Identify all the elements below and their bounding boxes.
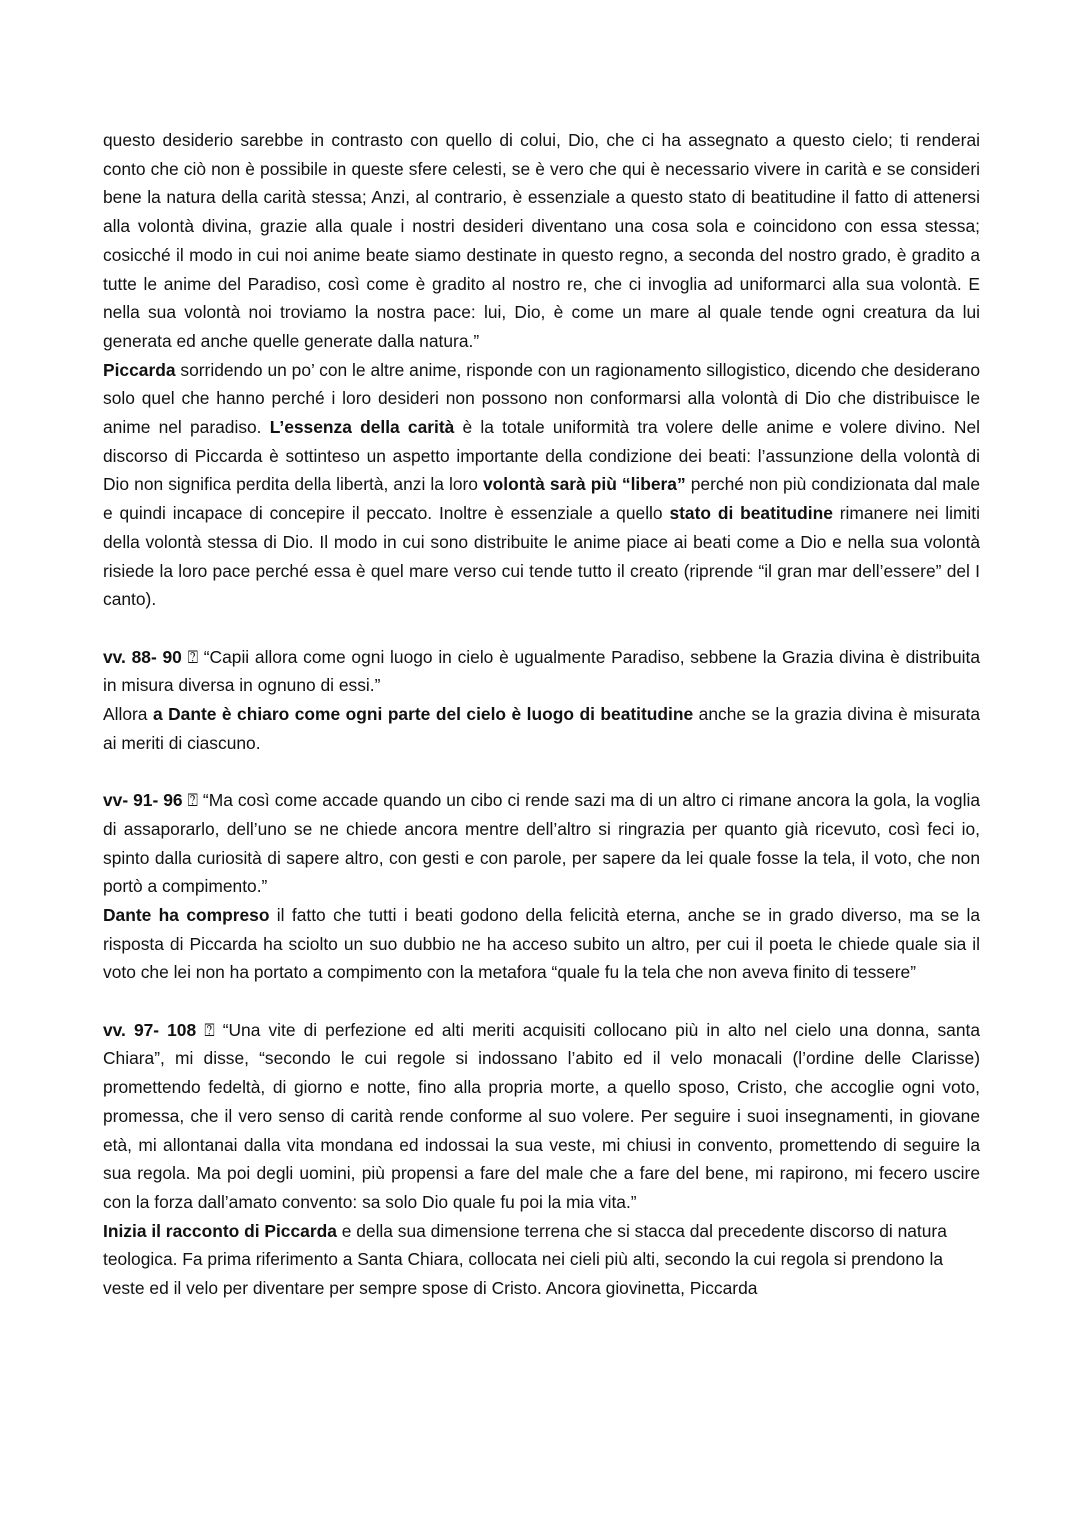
paragraph [103,356,980,614]
paragraph [103,643,980,700]
text-run: il fatto che tutti i beati godono della felicità eterna, anche se in grado diverso, ma se la risposta di Piccarda ha sciolto un suo dubbio ne ha acceso subito un altro, per cui il poeta le chiede quale sia il voto che lei non ha portato a compimento con la metafora “quale fu la tela che non aveva finito di tessere” [103,904,981,983]
bold-text: vv. 97- 108 [103,1019,197,1040]
paragraph [103,1217,980,1303]
paragraph [103,901,980,987]
bold-text: Inizia il racconto di Piccarda [103,1220,337,1241]
text-run: rimanere nei limiti della volontà stessa di Dio. Il modo in cui sono distribuite le anime piace ai beati come a Dio e nella sua volontà risiede la loro pace perché essa è quel mare verso cui tende tutto il creato (riprende “il gran mar dell’essere” del I canto). [103,503,980,610]
bold-text: a Dante è chiaro come ogni parte del cielo è luogo di beatitudine [152,704,694,725]
text-run: è la totale uniformità tra volere delle anime e volere divino. Nel discorso di Piccarda è sottinteso un aspetto importante della condizione dei beati: l’assunzione della volontà di Dio non significa perdita della libertà, anzi la loro [103,417,980,495]
document-page [103,126,980,1303]
paragraph [103,126,980,356]
paragraph-gap [103,614,980,643]
bold-text: vv- 91- 96 [103,790,183,811]
bold-text: vv. 88- 90 [103,646,182,667]
text-run: Allora [103,704,153,725]
bold-text: stato di beatitudine [669,503,833,524]
bold-text: Dante ha compreso [103,904,270,925]
text-run: ⍰ “Una vite di perfezione ed alti meriti acquisiti collocano più in alto nel cielo una donna, santa Chiara”, mi disse, “secondo le cui regole si indossano l’abito ed il velo monacali (l’ordine delle Clarisse) promettendo fedeltà, di giorno e notte, fino alla propria morte, a quello sposo, Cristo, che accoglie ogni voto, promessa, che il vero senso di carità rende conforme al suo volere. Per seguire i suoi insegnamenti, in giovane età, mi allontanai dalla vita mondana ed indossai la sua veste, mi chiusi in convento, promettendo di seguire la sua regola. Ma poi degli uomini, più propensi a fare del male che a fare del bene, mi rapirono, mi fecero uscire con la forza dall’amato convento: sa solo Dio quale fu poi la mia vita.” [103,1019,980,1212]
text-run: anche se la grazia divina è misurata ai meriti di ciascuno. [103,704,980,753]
text-run: questo desiderio sarebbe in contrasto con quello di colui, Dio, che ci ha assegnato a questo cielo; ti renderai conto che ciò non è possibile in queste sfere celesti, se è vero che qui è necessario vivere in carità e se consideri bene la natura della carità stessa; Anzi, al contrario, è essenziale a questo stato di beatitudine il fatto di attenersi alla volontà divina, grazie alla quale i nostri desideri diventano una cosa sola e coincidono con essa stessa; cosicché il modo in cui noi anime beate siamo destinate in questo regno, a seconda del nostro grado, è gradito a tutte le anime del Paradiso, così come è gradito al nostro re, che ci invoglia ad uniformarci alla sua volontà. E nella sua volontà noi troviamo la nostra pace: lui, Dio, è come un mare al quale tende ogni creatura da lui generata ed anche quelle generate dalla natura.” [103,130,980,351]
paragraph [103,700,980,757]
text-run: ⍰ “Capii allora come ogni luogo in cielo è ugualmente Paradiso, sebbene la Grazia divina è distribuita in misura diversa in ognuno di essi.” [103,646,980,696]
text-run: sorridendo un po’ con le altre anime, risponde con un ragionamento sillogistico, dicendo che desiderano solo quel che hanno perché i loro desideri non possono non conformarsi alla volontà di Dio che distribuisce le anime nel paradiso. [103,359,980,438]
bold-text: Piccarda [103,359,176,380]
bold-text: volontà sarà più “libera” [483,474,686,495]
text-run: ⍰ “Ma così come accade quando un cibo ci rende sazi ma di un altro ci rimane ancora la gola, la voglia di assaporarlo, dell’uno se ne chiede ancora mentre dell’altro si ringrazia per quanto già ricevuto, così feci io, spinto dalla curiosità di sapere altro, con gesti e con parole, per sapere da lei quale fosse la tela, il voto, che non portò a compimento.” [103,790,980,897]
paragraph [103,786,980,901]
text-run: perché non più condizionata dal male e quindi incapace di concepire il peccato. Inoltre è essenziale a quello [103,474,980,524]
text-run: e della sua dimensione terrena che si stacca dal precedente discorso di natura teologica. Fa prima riferimento a Santa Chiara, collocata nei cieli più alti, secondo la cui regola si prendono la veste ed il velo per diventare per sempre spose di Cristo. Ancora giovinetta, Piccarda [103,1220,947,1299]
paragraph-gap [103,757,980,786]
paragraph-gap [103,987,980,1016]
paragraph [103,1016,980,1217]
bold-text: L’essenza della carità [269,417,455,438]
